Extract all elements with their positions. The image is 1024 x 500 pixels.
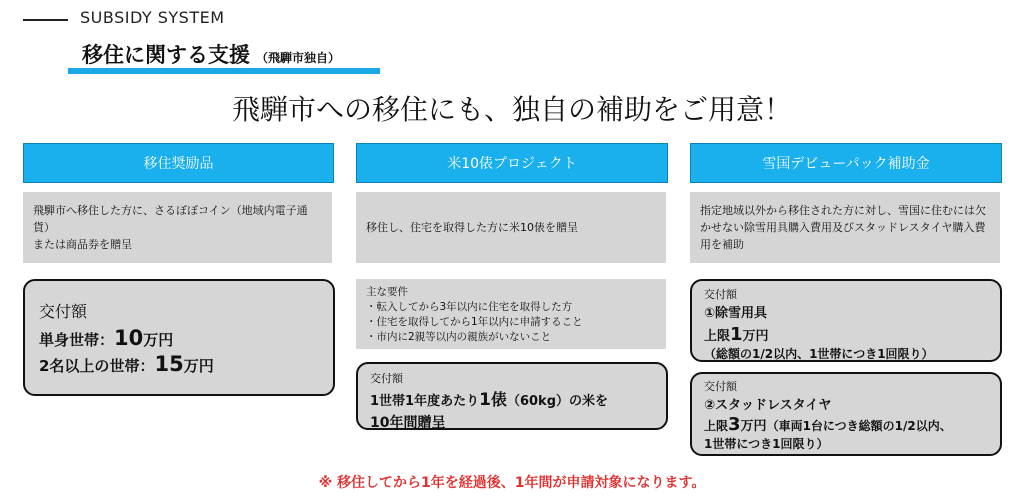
amount-label: 交付額 bbox=[39, 302, 88, 321]
desc-line: 指定地域以外から移住された方に対し、雪国に住むには欠 bbox=[700, 204, 986, 217]
section-title-main: 移住に関する支援 bbox=[82, 43, 250, 67]
amount-rice-years: 10年間贈呈 bbox=[370, 415, 446, 431]
amount-card-studless bbox=[690, 372, 1002, 456]
section-title bbox=[82, 39, 340, 69]
amount-card-shoureihin bbox=[23, 279, 335, 396]
title-underline bbox=[68, 68, 380, 74]
requirements-box bbox=[356, 279, 666, 349]
headline: 飛騨市への移住にも、独自の補助をご用意！ bbox=[231, 93, 792, 126]
desc-line: または商品券を贈呈 bbox=[33, 238, 132, 251]
kicker-rule bbox=[23, 19, 68, 21]
requirement-item: ・市内に2親等以内の親族がいないこと bbox=[366, 331, 552, 343]
footnote: ※ 移住してから1年を経過後、1年間が申請対象になります。 bbox=[318, 475, 706, 491]
desc-line: 移住し、住宅を取得した方に米10俵を贈呈 bbox=[366, 221, 578, 234]
column-desc-yukiguni bbox=[690, 192, 1000, 263]
amount-card-snow-tools bbox=[690, 279, 1002, 362]
desc-line: 飛騨市へ移住した方に、さるぼぼコイン（地域内電子通貨） bbox=[33, 204, 308, 234]
amount-card-kome bbox=[356, 362, 668, 430]
item-studless: ②スタッドレスタイヤ bbox=[704, 398, 832, 413]
amount-label: 交付額 bbox=[370, 372, 403, 385]
column-header-yukiguni: 雪国デビューパック補助金 bbox=[690, 143, 1002, 183]
amount-rice: 1世帯1年度あたり1俵（60kg）の米を bbox=[370, 390, 608, 410]
detail-snow-tools: （総額の1/2以内、1世帯につき1回限り） bbox=[704, 347, 934, 361]
detail-studless: 1世帯につき1回限り） bbox=[704, 437, 829, 451]
desc-line: 用を補助 bbox=[700, 238, 744, 251]
requirements-title: 主な要件 bbox=[366, 286, 408, 298]
limit-snow-tools: 上限1万円 bbox=[704, 324, 769, 345]
amount-label: 交付額 bbox=[704, 288, 737, 301]
kicker-text: SUBSIDY SYSTEM bbox=[80, 8, 225, 27]
section-title-sub: （飛騨市独自） bbox=[256, 51, 341, 65]
desc-line: かせない除雪用具購入費用及びスタッドレスタイヤ購入費 bbox=[700, 221, 986, 234]
requirement-item: ・住宅を取得してから1年以内に申請すること bbox=[366, 316, 583, 328]
column-desc-kome bbox=[356, 192, 666, 263]
amount-multi: 2名以上の世帯：15万円 bbox=[39, 352, 214, 376]
item-snow-tools: ①除雪用具 bbox=[704, 306, 768, 321]
column-header-kome: 米10俵プロジェクト bbox=[356, 143, 668, 183]
amount-single: 単身世帯：10万円 bbox=[39, 326, 174, 350]
column-header-shoureihin: 移住奨励品 bbox=[23, 143, 334, 183]
column-desc-shoureihin bbox=[23, 192, 332, 263]
requirement-item: ・転入してから3年以内に住宅を取得した方 bbox=[366, 301, 573, 313]
amount-label: 交付額 bbox=[704, 380, 737, 393]
limit-studless: 上限3万円（車両1台につき総額の1/2以内、 bbox=[704, 414, 952, 435]
